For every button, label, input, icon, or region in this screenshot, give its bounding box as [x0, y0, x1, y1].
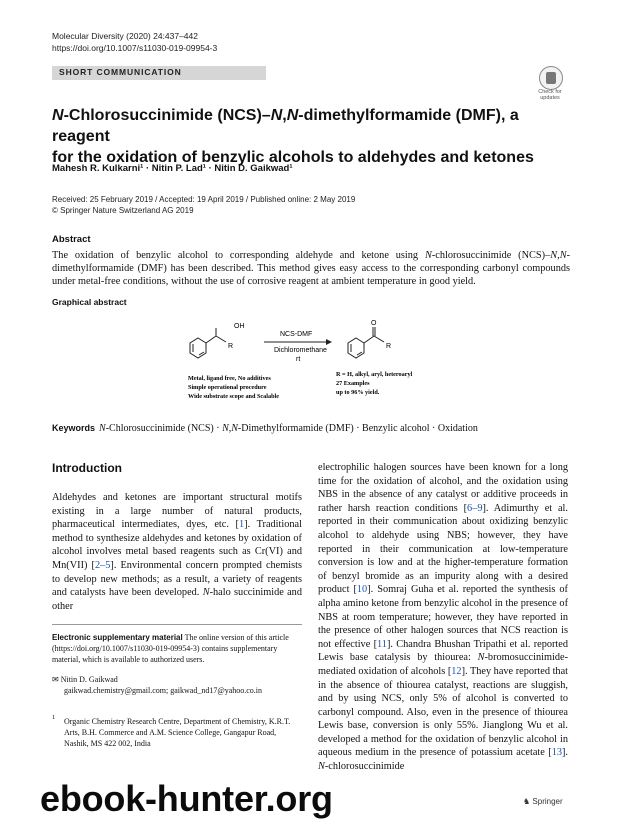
journal-volume: Molecular Diversity (2020) 24:437–442: [52, 31, 198, 41]
r-label-product: R: [386, 343, 392, 350]
publication-dates: [52, 194, 355, 216]
keywords-label: Keywords: [52, 423, 96, 433]
publisher-logo: [523, 797, 563, 806]
esm-label: Electronic supplementary material: [52, 633, 183, 642]
benzyl-alcohol-structure: [190, 328, 226, 358]
abstract-text: The oxidation of benzylic alcohol to corresponding aldehyde and ketone using N-chlorosuccinimide (NCS)–N,N-dimethylformamide (DMF) has been described. This method gives easy access to the corresponding carbonyl compounds under metal-free conditions, without the use of corrosive reagent at ambient temperature in good yield.: [52, 250, 570, 287]
article-type-banner: [52, 66, 266, 80]
oh-label: OH: [234, 323, 245, 330]
journal-citation: [52, 30, 217, 54]
updates-label: Check for updates: [538, 89, 562, 101]
solvent-label: Dichloromethane: [274, 347, 327, 354]
arrow-head: [326, 339, 332, 345]
keywords: Keywords N-Chlorosuccinimide (NCS) · N,N-Dimethylformamide (DMF) · Benzylic alcohol · Oxidation: [52, 423, 478, 434]
supplementary-note: Electronic supplementary material The online version of this article (https://doi.org/10.1007/s11030-019-09954-3) contains supplementary material, which is available to authorized users.: [52, 633, 289, 664]
abstract-heading: Abstract: [52, 234, 91, 245]
publisher-name: Springer: [532, 797, 563, 806]
banner-label: SHORT COMMUNICATION: [59, 67, 182, 77]
watermark: ebook-hunter.org: [40, 778, 333, 819]
correspondence: [52, 674, 262, 696]
introduction-left-column: Aldehydes and ketones are important structural motifs existing in a large number of natural products, pharmaceutical intermediates, dyes, etc. [1]. Traditional method to synthesize aldehydes and ketones by oxidation of alcohol involves metal based reagents such as Cr(VI) and Mn(VII) [2–5]. Environmental concern prompted chemists to develop new methods; as a result, a variety of reagents and catalysts have been developed. N-halo succinimide and other: [52, 492, 302, 612]
note-examples: 27 Examples: [336, 380, 370, 387]
note-yield: up to 96% yield.: [336, 389, 380, 396]
horse-icon: ♞: [523, 797, 531, 806]
introduction-right-column: electrophilic halogen sources have been known for a long time for the oxidation of alcohol, and the oxidation using NBS in the absence of any catalyst or additive proceeds in rather harsh reaction conditions [6–9]. Adimurthy et al. reported in their communication about oxidizing benzylic alcohol to aldehyde using NBS; however, they have reported in their communication at low-temperature conversion is low and at the higher-temperature formation of benzyl bromide as an impurity along with a desired product [10]. Somraj Guha et al. reported the synthesis of alpha amino ketone from benzylic alcohol in the presence of NBS at room temperature; however, they have reported in the presence of other halogen sources that NCS reaction is not effective [11]. Chandra Bhushan Tripathi et al. reported Lewis base catalysis by thiourea: N-bromosuccinimide-mediated oxidation of alcohols [12]. They have reported that in the absence of thiourea catalyst, reactions are sluggish, and by using NCS, only 5% of alcohol is converted to carbonyl compound. Also, even in the presence of thiourea Lewis base, conversion is only 55%. Jianglong Wu et al. developed a method for the oxidation of benzylic alcohol in aqueous medium in the presence of potassium acetate [13]. N-chlorosuccinimide: [318, 462, 569, 773]
reaction-scheme: [176, 314, 456, 410]
author-list: Mahesh R. Kulkarni¹ · Nitin P. Lad¹ · Nitin D. Gaikwad¹: [52, 163, 293, 174]
note-simple: Simple operational procedure: [188, 384, 267, 391]
introduction-heading: Introduction: [52, 461, 122, 475]
history-dates: Received: 25 February 2019 / Accepted: 19 April 2019 / Published online: 2 May 2019: [52, 195, 356, 204]
graphical-abstract-heading: Graphical abstract: [52, 297, 127, 307]
note-scope: Wide substrate scope and Scalable: [188, 393, 279, 400]
affiliation-number: 1: [52, 714, 56, 721]
o-label: O: [371, 320, 377, 327]
bookmark-icon: [539, 66, 563, 90]
affiliation-text: Organic Chemistry Research Centre, Department of Chemistry, K.R.T. Arts, B.H. Commerce and A.M. Science College, Gangapur Road, Nashik, MS 422 002, India: [64, 716, 291, 748]
author-email[interactable]: gaikwad.chemistry@gmail.com; gaikwad_nd17@yahoo.co.in: [64, 686, 263, 695]
check-for-updates-badge[interactable]: [534, 66, 566, 100]
doi-link[interactable]: https://doi.org/10.1007/s11030-019-09954-3: [52, 43, 218, 53]
article-title: N-Chlorosuccinimide (NCS)–N,N-dimethylformamide (DMF), a reagent for the oxidation of benzylic alcohols to aldehydes and ketones: [52, 107, 534, 166]
temperature-label: rt: [296, 356, 301, 363]
affiliation: [52, 712, 302, 749]
r-label: R: [228, 343, 234, 350]
note-r-groups: R = H, alkyl, aryl, heteroaryl: [336, 371, 413, 378]
carbonyl-product-structure: [348, 327, 384, 358]
esm-doi-link[interactable]: https://doi.org/10.1007/s11030-019-09954-3: [54, 644, 197, 653]
reagent-label: NCS-DMF: [280, 331, 313, 338]
corresponding-author: ✉ Nitin D. Gaikwad: [52, 675, 118, 684]
note-metal-free: Metal, ligand free, No additives: [188, 375, 271, 382]
copyright: © Springer Nature Switzerland AG 2019: [52, 206, 194, 215]
footnote-divider: [52, 624, 302, 625]
